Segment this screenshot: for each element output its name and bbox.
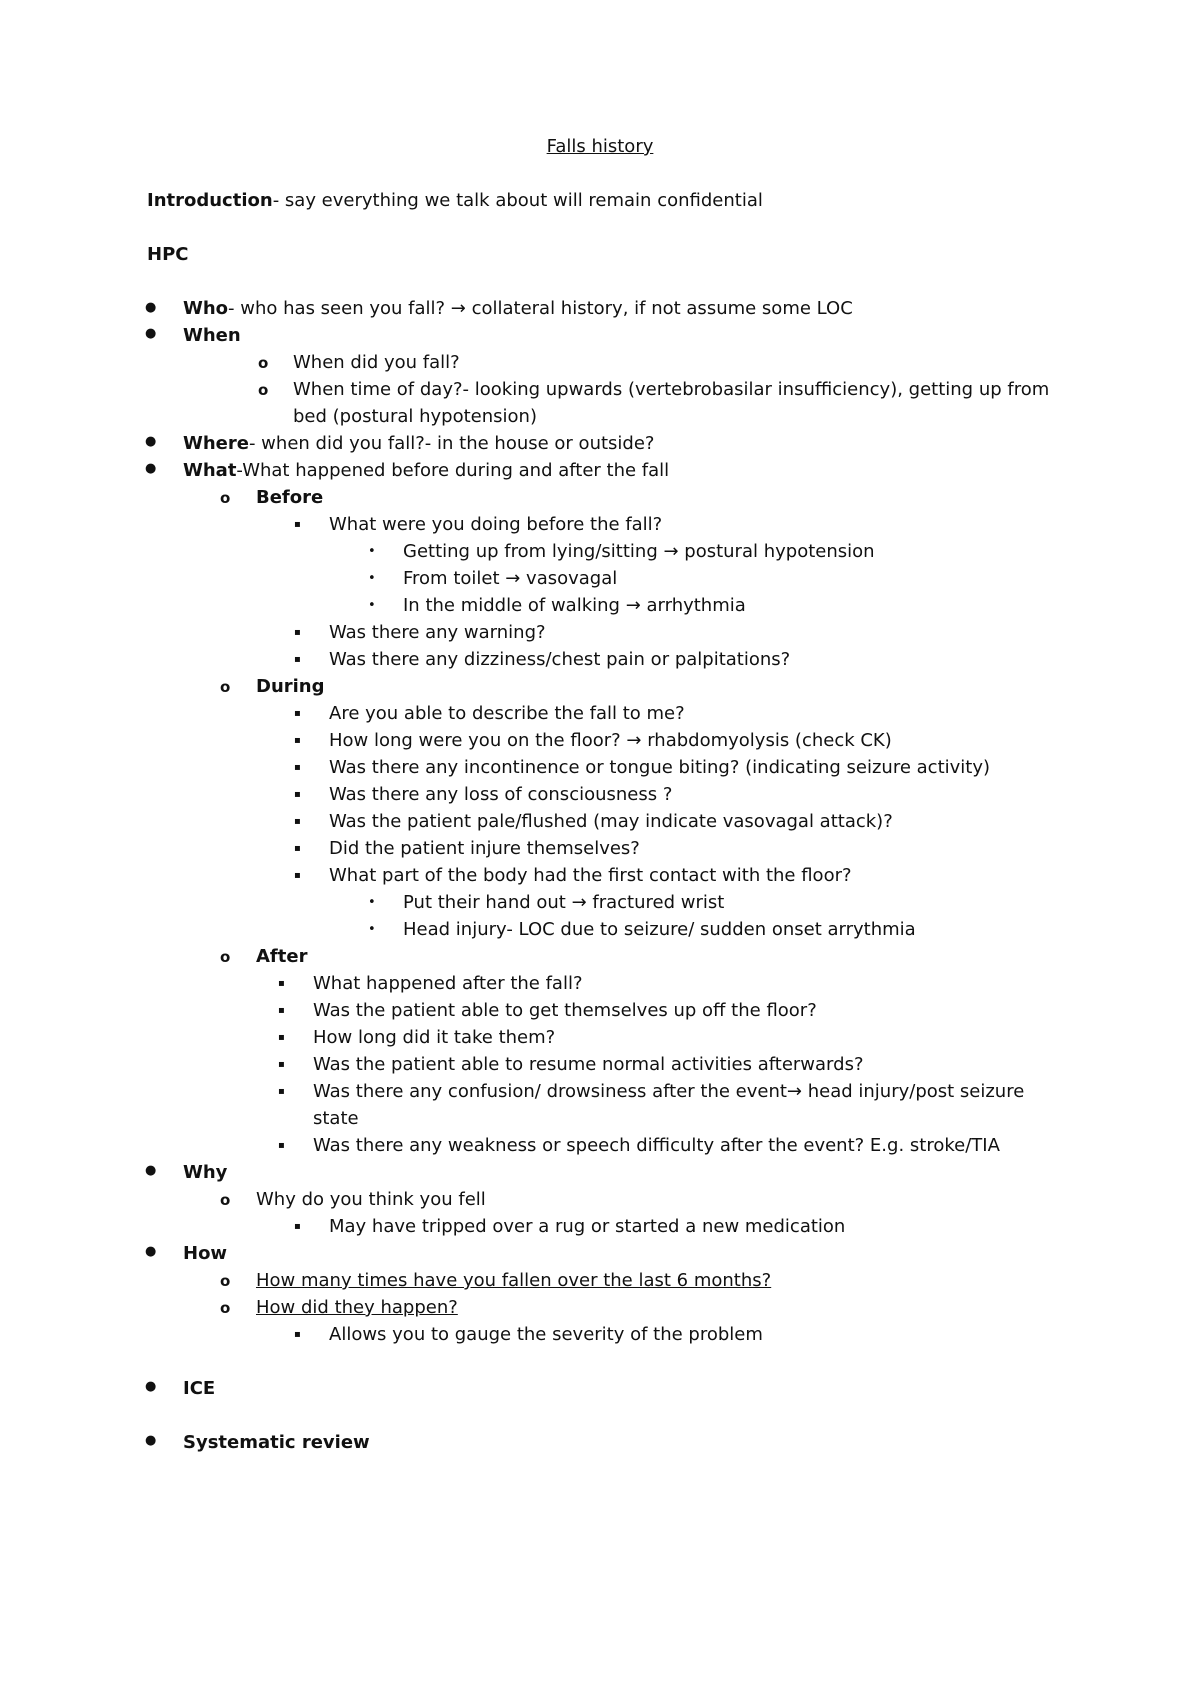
after-item-continued: state <box>313 1108 359 1129</box>
where-text: - when did you fall?- in the house or outside? <box>248 433 655 454</box>
intro-line <box>147 188 763 214</box>
square-bullet-icon: ▪ <box>294 654 301 665</box>
before-sub-item: From toilet → vasovagal <box>403 568 618 589</box>
bullet-icon: ● <box>145 1433 157 1448</box>
during-item: What part of the body had the first contact with the floor? <box>329 865 852 886</box>
bullet-icon: ● <box>145 300 157 315</box>
during-item: Are you able to describe the fall to me? <box>329 703 685 724</box>
square-bullet-icon: ▪ <box>294 789 301 800</box>
circle-bullet-icon: o <box>258 381 269 399</box>
during-sub-item: Head injury- LOC due to seizure/ sudden onset arrythmia <box>403 919 916 940</box>
during-item: How long were you on the floor? → rhabdomyolysis (check CK) <box>329 730 892 751</box>
square-bullet-icon: ▪ <box>278 978 285 989</box>
after-item: What happened after the fall? <box>313 973 583 994</box>
during-item: Did the patient injure themselves? <box>329 838 640 859</box>
square-bullet-icon: ▪ <box>294 627 301 638</box>
after-item: Was there any confusion/ drowsiness after the event→ head injury/post seizure <box>313 1081 1025 1102</box>
bullet-icon: ● <box>145 461 157 476</box>
why-label: Why <box>183 1162 228 1183</box>
who-line <box>183 296 853 322</box>
small-bullet-icon: • <box>368 598 376 613</box>
circle-bullet-icon: o <box>220 948 231 966</box>
after-item: How long did it take them? <box>313 1027 556 1048</box>
small-bullet-icon: • <box>368 922 376 937</box>
square-bullet-icon: ▪ <box>278 1140 285 1151</box>
circle-bullet-icon: o <box>220 1299 231 1317</box>
before-sub-item: Getting up from lying/sitting → postural hypotension <box>403 541 875 562</box>
why-question: Why do you think you fell <box>256 1189 486 1210</box>
square-bullet-icon: ▪ <box>294 816 301 827</box>
what-line <box>183 458 669 484</box>
how-label: How <box>183 1243 228 1264</box>
before-question: What were you doing before the fall? <box>329 514 663 535</box>
where-label: Where <box>183 433 249 454</box>
during-sub-item: Put their hand out → fractured wrist <box>403 892 725 913</box>
when-item-continued: bed (postural hypotension) <box>293 406 537 427</box>
circle-bullet-icon: o <box>220 489 231 507</box>
after-item: Was the patient able to resume normal activities afterwards? <box>313 1054 864 1075</box>
where-line <box>183 431 654 457</box>
square-bullet-icon: ▪ <box>294 735 301 746</box>
hpc-heading: HPC <box>147 244 189 265</box>
circle-bullet-icon: o <box>258 354 269 372</box>
small-bullet-icon: • <box>368 571 376 586</box>
what-label: What <box>183 460 237 481</box>
who-text: - who has seen you fall? → collateral history, if not assume some LOC <box>228 298 853 319</box>
who-label: Who <box>183 298 229 319</box>
square-bullet-icon: ▪ <box>278 1032 285 1043</box>
how-question: How did they happen? <box>256 1297 458 1318</box>
square-bullet-icon: ▪ <box>294 843 301 854</box>
square-bullet-icon: ▪ <box>294 870 301 881</box>
after-item: Was the patient able to get themselves up off the floor? <box>313 1000 817 1021</box>
systematic-review-label: Systematic review <box>183 1432 370 1453</box>
during-item: Was the patient pale/flushed (may indicate vasovagal attack)? <box>329 811 893 832</box>
circle-bullet-icon: o <box>220 1191 231 1209</box>
during-label: During <box>256 676 325 697</box>
before-question: Was there any dizziness/chest pain or palpitations? <box>329 649 791 670</box>
small-bullet-icon: • <box>368 544 376 559</box>
when-item: When did you fall? <box>293 352 460 373</box>
bullet-icon: ● <box>145 434 157 449</box>
bullet-icon: ● <box>145 1163 157 1178</box>
after-item: Was there any weakness or speech difficulty after the event? E.g. stroke/TIA <box>313 1135 1000 1156</box>
bullet-icon: ● <box>145 1244 157 1259</box>
during-item: Was there any incontinence or tongue biting? (indicating seizure activity) <box>329 757 991 778</box>
square-bullet-icon: ▪ <box>278 1005 285 1016</box>
square-bullet-icon: ▪ <box>294 1221 301 1232</box>
square-bullet-icon: ▪ <box>278 1059 285 1070</box>
page-title: Falls history <box>546 136 654 157</box>
circle-bullet-icon: o <box>220 1272 231 1290</box>
what-text: -What happened before during and after the fall <box>236 460 670 481</box>
circle-bullet-icon: o <box>220 678 231 696</box>
how-answer: Allows you to gauge the severity of the problem <box>329 1324 763 1345</box>
small-bullet-icon: • <box>368 895 376 910</box>
why-answer: May have tripped over a rug or started a new medication <box>329 1216 846 1237</box>
ice-label: ICE <box>183 1378 216 1399</box>
square-bullet-icon: ▪ <box>294 762 301 773</box>
before-sub-item: In the middle of walking → arrhythmia <box>403 595 746 616</box>
bullet-icon: ● <box>145 1379 157 1394</box>
intro-label: Introduction <box>147 190 273 211</box>
how-question: How many times have you fallen over the last 6 months? <box>256 1270 772 1291</box>
when-label: When <box>183 325 241 346</box>
square-bullet-icon: ▪ <box>294 1329 301 1340</box>
before-label: Before <box>256 487 324 508</box>
intro-text: - say everything we talk about will remain confidential <box>272 190 763 211</box>
when-item: When time of day?- looking upwards (vertebrobasilar insufficiency), getting up from <box>293 379 1050 400</box>
square-bullet-icon: ▪ <box>278 1086 285 1097</box>
square-bullet-icon: ▪ <box>294 708 301 719</box>
before-question: Was there any warning? <box>329 622 546 643</box>
square-bullet-icon: ▪ <box>294 519 301 530</box>
during-item: Was there any loss of consciousness ? <box>329 784 673 805</box>
bullet-icon: ● <box>145 326 157 341</box>
after-label: After <box>256 946 308 967</box>
